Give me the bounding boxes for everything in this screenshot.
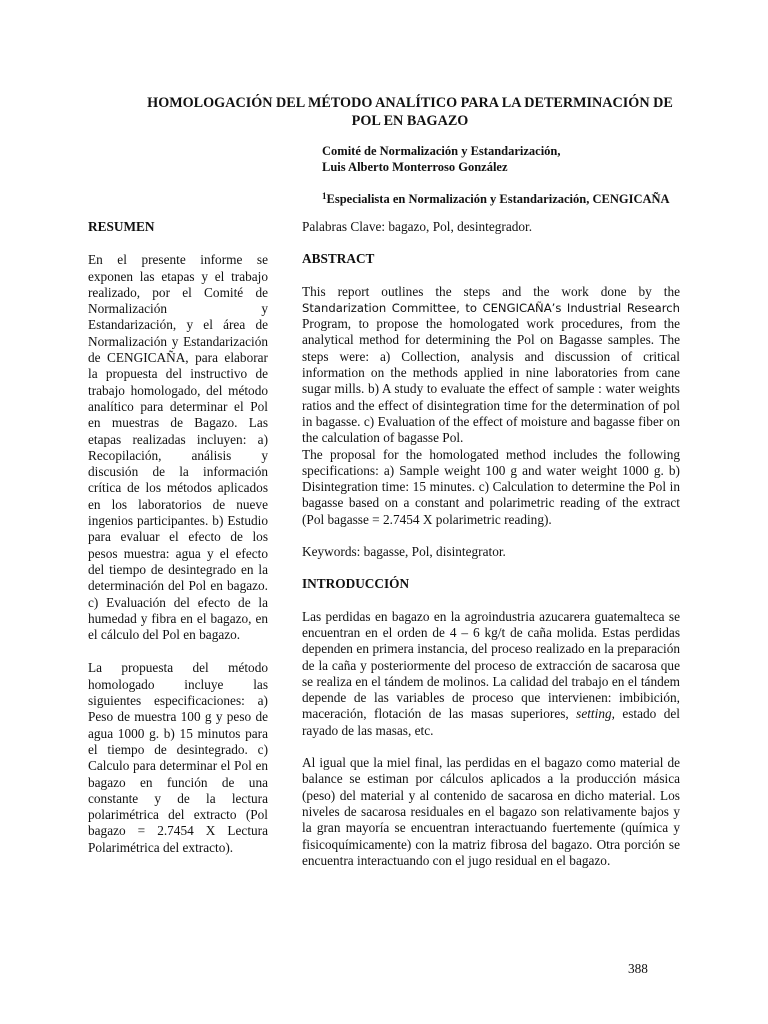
affiliation bbox=[322, 187, 670, 208]
title-line-1: HOMOLOGACIÓN DEL MÉTODO ANALÍTICO PARA LA DETERMINACIÓN DE bbox=[147, 95, 673, 111]
introduccion-paragraph-2: Al igual que la miel final, las perdidas en el bagazo como material de balance se estiman por cálculos aplicados a la producción másica (peso) del material y al contenido de sacarosa en dicho material. Los niveles de sacarosa residuales en el bagazo son relativamente bajos y la gran mayoría se encuentran interactuando fuertemente (química y fisicoquímicamente) con la matriz fibrosa del bagazo. Otra porción se encuentra interactuando con el jugo residual en el bagazo. bbox=[302, 755, 680, 868]
abstract-heading: ABSTRACT bbox=[302, 251, 375, 267]
title-line-2: POL EN BAGAZO bbox=[351, 113, 469, 129]
intro-p1-italic: setting, bbox=[576, 706, 615, 722]
abstract-p1-committee: Standarization Committee, to CENGICAÑA’s Industrial Research bbox=[302, 300, 680, 315]
author-block bbox=[322, 143, 561, 175]
introduccion-heading: INTRODUCCIÓN bbox=[302, 576, 410, 592]
paper-title bbox=[80, 94, 740, 130]
right-column bbox=[302, 219, 680, 869]
abstract-p1-start: This report outlines the steps and the work done by the bbox=[302, 283, 680, 299]
page-number: 388 bbox=[628, 961, 648, 976]
abstract-paragraph-1 bbox=[302, 284, 680, 447]
author-committee: Comité de Normalización y Estandarización, bbox=[322, 144, 561, 158]
introduccion-paragraph-1 bbox=[302, 609, 680, 739]
abstract-p1-rest: Program, to propose the homologated work procedures, from the analytical method for determining the Pol on Bagasse samples. The steps were: a) Collection, analysis and discussion of critical information on the methods applied in nine laboratories from cane sugar mills. b) A study to evaluate the effect of sample : water weights ratios and the effect of disintegration time for the determination of pol in bagasse. c) Evaluation of the effect of moisture and bagasse fiber on the calculation of bagasse Pol. bbox=[302, 316, 680, 446]
resumen-heading: RESUMEN bbox=[88, 219, 155, 234]
affiliation-superscript: 1 bbox=[322, 191, 327, 201]
intro-p1-main: Las perdidas en bagazo en la agroindustria azucarera guatemalteca se encuentran en el orden de 4 – 6 kg/t de caña molida. Estas perdidas dependen en primera instancia, del proceso realizado en la preparación de la caña y posteriormente del proceso de extracción de sacarosa que se realiza en el tándem de molinos. La calidad del trabajo en el tándem depende de las variables de proceso que intervienen: imbibición, maceración, flotación de las masas superiores, bbox=[302, 608, 680, 722]
left-column bbox=[88, 219, 268, 856]
abstract-paragraph-2: The proposal for the homologated method includes the following specifications: a) Sample weight 100 g and water weight 1000 g. b) Disintegration time: 15 minutes. c) Calculation to determine the Pol in bagasse based on a constant and polarimetric reading of the extract (Pol bagasse = 2.7454 X polarimetric reading). bbox=[302, 446, 680, 527]
intro-p1-end: estado del rayado de las masas, etc. bbox=[302, 706, 680, 738]
resumen-paragraph-2: La propuesta del método homologado incluye las siguientes especificaciones: a) Peso de muestra 100 g y peso de agua 1000 g. b) 15 minutos para el tiempo de desintegrado. c) Calculo para determinar el Pol en bagazo en función de una constante y de la lectura polarimétrica del extracto (Pol bagazo = 2.7454 X Lectura Polarimétrica del extracto). bbox=[88, 660, 268, 855]
abstract-keywords: Keywords: bagasse, Pol, disintegrator. bbox=[302, 544, 506, 560]
affiliation-text: Especialista en Normalización y Estandarización, CENGICAÑA bbox=[326, 192, 670, 206]
author-name: Luis Alberto Monterroso González bbox=[322, 160, 508, 174]
palabras-clave: Palabras Clave: bagazo, Pol, desintegrador. bbox=[302, 219, 533, 234]
resumen-paragraph-1: En el presente informe se exponen las etapas y el trabajo realizado, por el Comité de Normalización y Estandarización, y el área de Normalización y Estandarización de CENGICAÑA, para elaborar la propuesta del instructivo de trabajo homologado, del método analítico para determinar el Pol en muestras de Bagazo. Las etapas realizadas incluyen: a) Recopilación, análisis y discusión de la información crítica de los métodos aplicados en los laboratorios de nueve ingenios participantes. b) Estudio para evaluar el efecto de los pesos muestra: agua y el efecto del tiempo de desintegrado en la determinación del Pol en bagazo. c) Evaluación del efecto de la humedad y fibra en el bagazo, en el cálculo del Pol en bagazo. bbox=[88, 252, 268, 643]
